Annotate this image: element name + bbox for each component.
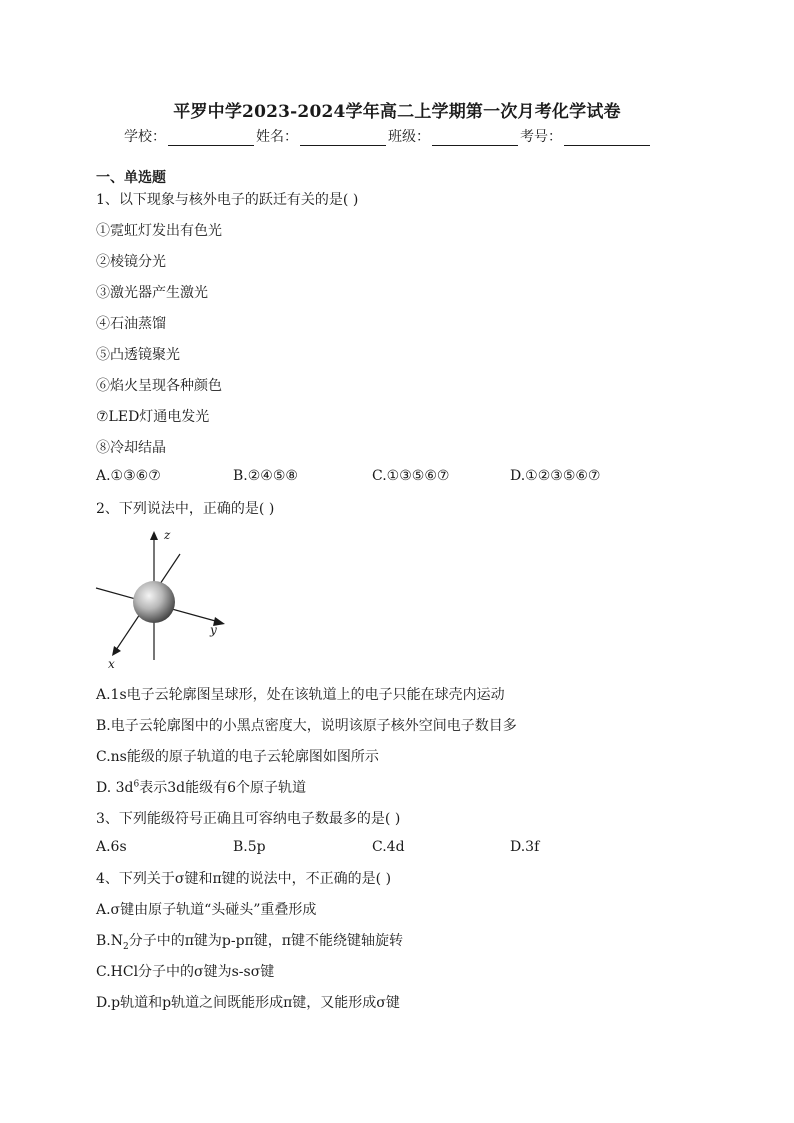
q3-option-b[interactable]: B.5p	[233, 839, 266, 855]
student-info-row	[124, 126, 684, 146]
q4-option-b-post: 分子中的π键为p-pπ键，π键不能绕键轴旋转	[128, 933, 403, 949]
q4-option-b-sub: 2	[123, 941, 129, 952]
q4-stem: 4、下列关于σ键和π键的说法中，不正确的是( )	[96, 871, 392, 887]
q4-option-b[interactable]	[96, 930, 403, 950]
q1-option-b[interactable]: B.②④⑤⑧	[233, 468, 298, 484]
q3-stem: 3、下列能级符号正确且可容纳电子数最多的是( )	[96, 811, 401, 827]
q4-option-b-pre: B.N	[96, 933, 123, 949]
name-field[interactable]	[300, 129, 386, 146]
s-orbital-figure	[94, 528, 234, 670]
q1-option-d[interactable]: D.①②③⑤⑥⑦	[510, 468, 601, 484]
q1-item: ⑦LED灯通电发光	[96, 409, 210, 425]
name-label: 姓名：	[256, 129, 298, 145]
q1-item: ⑤凸透镜聚光	[96, 347, 180, 363]
q3-option-c[interactable]: C.4d	[372, 839, 405, 855]
q1-item: ⑥焰火呈现各种颜色	[96, 378, 222, 394]
exam-no-label: 考号：	[520, 129, 562, 145]
axis-label-x: x	[108, 657, 115, 670]
q2-option-a[interactable]: A.1s电子云轮廓图呈球形，处在该轨道上的电子只能在球壳内运动	[96, 687, 505, 703]
q4-option-c[interactable]: C.HCl分子中的σ键为s-sσ键	[96, 964, 275, 980]
class-field[interactable]	[432, 129, 518, 146]
q1-item: ⑧冷却结晶	[96, 440, 166, 456]
section-heading: 一、单选题	[96, 170, 166, 186]
q2-option-b[interactable]: B.电子云轮廓图中的小黑点密度大，说明该原子核外空间电子数目多	[96, 718, 517, 734]
q1-option-c[interactable]: C.①③⑤⑥⑦	[372, 468, 450, 484]
q2-option-d[interactable]	[96, 777, 306, 797]
q4-option-a[interactable]: A.σ键由原子轨道“头碰头”重叠形成	[96, 902, 317, 918]
exam-title: 平罗中学2023-2024学年高二上学期第一次月考化学试卷	[173, 102, 621, 122]
axis-label-y: y	[210, 623, 217, 637]
orbital-sphere	[133, 581, 175, 623]
q1-item: ②棱镜分光	[96, 254, 166, 270]
q2-option-c[interactable]: C.ns能级的原子轨道的电子云轮廓图如图所示	[96, 749, 379, 765]
school-field[interactable]	[168, 129, 254, 146]
q1-item: ①霓虹灯发出有色光	[96, 223, 222, 239]
axis-label-z: z	[164, 528, 171, 542]
q3-option-d[interactable]: D.3f	[510, 839, 540, 855]
x-arrow-icon	[112, 646, 121, 656]
exam-no-field[interactable]	[564, 129, 650, 146]
q1-item: ③激光器产生激光	[96, 285, 208, 301]
q2-option-d-post: 表示3d能级有6个原子轨道	[139, 780, 307, 796]
q4-option-d[interactable]: D.p轨道和p轨道之间既能形成π键，又能形成σ键	[96, 995, 400, 1011]
q1-item: ④石油蒸馏	[96, 316, 166, 332]
q2-option-d-sup: 6	[133, 779, 140, 790]
z-arrow-icon	[150, 531, 158, 540]
q1-option-a[interactable]: A.①③⑥⑦	[96, 468, 161, 484]
q3-option-a[interactable]: A.6s	[96, 839, 127, 855]
school-label: 学校：	[124, 129, 166, 145]
q2-stem: 2、下列说法中，正确的是( )	[96, 501, 275, 517]
class-label: 班级：	[388, 129, 430, 145]
q1-stem: 1、以下现象与核外电子的跃迁有关的是( )	[96, 192, 359, 208]
q2-option-d-pre: D. 3d	[96, 780, 134, 796]
